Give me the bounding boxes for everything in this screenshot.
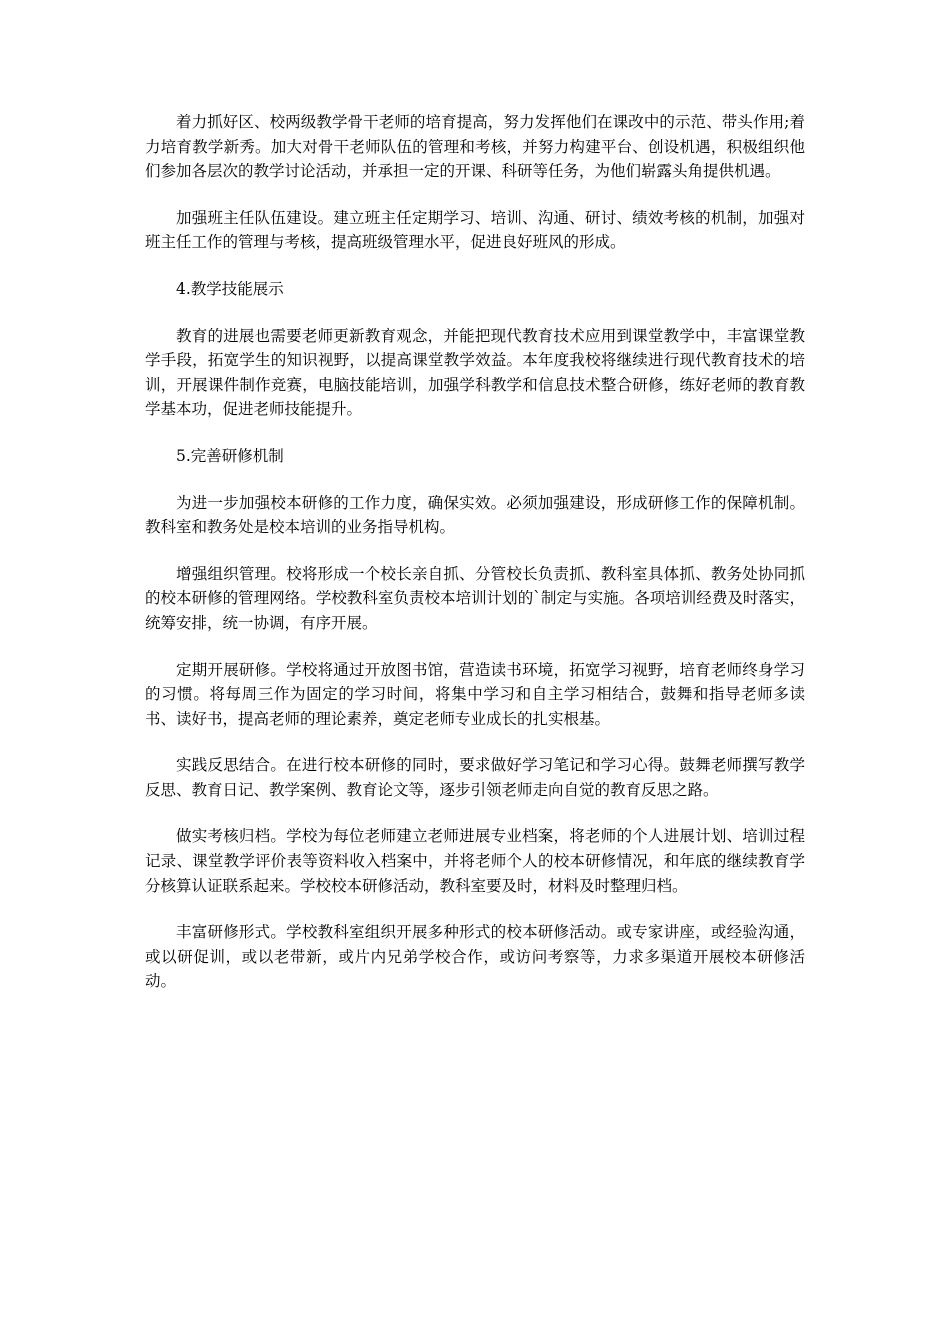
paragraph-organization-management: 增强组织管理。校将形成一个校长亲自抓、分管校长负责抓、教科室具体抓、教务处协同抓的校本研修的管理网络。学校教科室负责校本培训计划的`制定与实施。各项培训经费及时落实，统筹安排，统一协调，有序开展。	[145, 564, 805, 632]
heading-teaching-skills: 4.教学技能展示	[176, 279, 284, 298]
paragraph-education-technology: 教育的进展也需要老师更新教育观念，并能把现代教育技术应用到课堂教学中，丰富课堂教学手段，拓宽学生的知识视野，以提高课堂教学效益。本年度我校将继续进行现代教育技术的培训，开展课件制作竞赛，电脑技能培训，加强学科教学和信息技术整合研修，练好老师的教育教学基本功，促进老师技能提升。	[145, 326, 805, 419]
paragraph-class-teachers: 加强班主任队伍建设。建立班主任定期学习、培训、沟通、研讨、绩效考核的机制，加强对班主任工作的管理与考核，提高班级管理水平，促进良好班风的形成。	[145, 208, 805, 252]
paragraph-assessment-archive: 做实考核归档。学校为每位老师建立老师进展专业档案，将老师的个人进展计划、培训过程记录、课堂教学评价表等资料收入档案中，并将老师个人的校本研修情况，和年底的继续教育学分核算认证联系起来。学校校本研修活动，教科室要及时，材料及时整理归档。	[145, 827, 805, 895]
heading-research-mechanism: 5.完善研修机制	[176, 446, 284, 465]
paragraph-backbone-teachers: 着力抓好区、校两级教学骨干老师的培育提高，努力发挥他们在课改中的示范、带头作用;着力培育教学新秀。加大对骨干老师队伍的管理和考核，并努力构建平台、创设机遇，积极组织他们参加各层次的教学讨论活动，并承担一定的开课、科研等任务，为他们崭露头角提供机遇。	[145, 113, 805, 181]
paragraph-regular-research: 定期开展研修。学校将通过开放图书馆，营造读书环境，拓宽学习视野，培育老师终身学习的习惯。将每周三作为固定的学习时间，将集中学习和自主学习相结合，鼓舞和指导老师多读书、读好书，提高老师的理论素养，奠定老师专业成长的扎实根基。	[145, 660, 805, 728]
paragraph-research-strength: 为进一步加强校本研修的工作力度，确保实效。必须加强建设，形成研修工作的保障机制。教科室和教务处是校本培训的业务指导机构。	[145, 493, 805, 537]
paragraph-practice-reflection: 实践反思结合。在进行校本研修的同时，要求做好学习笔记和学习心得。鼓舞老师撰写教学反思、教育日记、教学案例、教育论文等，逐步引领老师走向自觉的教育反思之路。	[145, 756, 805, 799]
document-page	[145, 110, 805, 1016]
paragraph-research-forms: 丰富研修形式。学校教科室组织开展多种形式的校本研修活动。或专家讲座，或经验沟通，或以研促训，或以老带新，或片内兄弟学校合作，或访问考察等，力求多渠道开展校本研修活动。	[145, 923, 805, 991]
